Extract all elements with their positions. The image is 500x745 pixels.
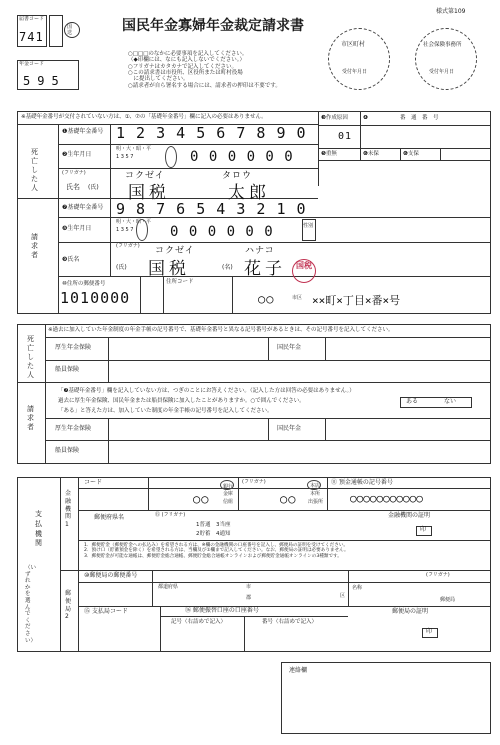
bank-cert-label: 金融機関の証明 xyxy=(388,512,431,519)
f5-label: ❺重無 xyxy=(321,151,337,157)
city-receipt-stamp xyxy=(328,28,390,90)
row3-kokumin: 国民年金 xyxy=(277,425,302,432)
payment-note-line: 3．郵便貯金が可能な通帳は、郵便貯金総合通帳、郵便貯金総合通帳オンラインおよび郵便貯金通帳オンラインの3種類です。 xyxy=(84,553,342,559)
note-line: ○この請求書は市役所、区役所または町村役場 xyxy=(128,69,243,76)
bank-type-kinko[interactable]: 金庫 xyxy=(223,491,234,497)
city-stamp-date: 受付年月日 xyxy=(342,69,368,75)
question-line3: 「ある」と答えた方は、加入していた制度の年金手帳の記号番号を記入してください。 xyxy=(58,408,273,414)
furigana-label-2: (フリガナ) xyxy=(116,243,140,249)
post-name: 名称 xyxy=(352,585,363,591)
row1-kosei: 厚生年金保険 xyxy=(55,344,92,351)
side-applicant: 請求者 xyxy=(31,233,38,260)
f2-era-code: 1 3 5 7 xyxy=(116,154,134,160)
account-value: ○○○○○○○○○○○ xyxy=(350,492,423,505)
nenkin-code-value: 595 xyxy=(23,74,66,88)
f7-label: ❼基礎年金番号 xyxy=(62,204,104,211)
city-suffix: 市区 xyxy=(292,295,303,301)
bank-code-value: ○○ xyxy=(193,492,210,506)
section1-instruction: ※基礎年金番号が交付されていない方は、①、⑦の「基礎年金番号」欄に記入の必要はありません。 xyxy=(21,114,267,120)
f1-label: ❶基礎年金番号 xyxy=(62,128,104,135)
account-kinds-1: 1普通 3当座 xyxy=(196,522,231,528)
f8-era: 明・大・昭・平 xyxy=(116,219,152,225)
post-furigana-label: (フリガナ) xyxy=(426,572,450,578)
question-line2: 過去に厚生年金保険、国民年金または船員保険に加入したことがありますか。○で囲んでください。 xyxy=(58,398,305,404)
postal-code-value: 1010000 xyxy=(60,289,131,307)
post-seal: 印 xyxy=(426,628,433,635)
applicant-first-name: 花子 xyxy=(244,259,286,279)
post-side-label: 郵便局2 xyxy=(65,590,72,621)
name-label: 氏名 xyxy=(66,183,80,191)
post-village: 郡 xyxy=(246,595,252,601)
question-line1: 「❼基礎年金番号」欄を記入していない方は、つぎのことにお答えください。（記入した方は回答の必要はありません。） xyxy=(58,388,355,394)
form-code-label: 届書コード xyxy=(19,16,45,22)
era-circle xyxy=(165,146,177,168)
post-prefecture: 都道府県 xyxy=(158,584,179,590)
city-stamp-label: 市区町村 xyxy=(341,41,366,48)
account-kinds-2: 2貯蓄 4通知 xyxy=(196,531,231,537)
f8-label: ❽生年月日 xyxy=(62,225,92,232)
bank-type-circle xyxy=(220,480,234,490)
post-ku: 区 xyxy=(340,593,346,599)
bank-furigana-value: ○○ xyxy=(280,492,297,506)
f3-value: 01 xyxy=(338,131,353,142)
furigana-label: (フリガナ) xyxy=(62,170,86,176)
nenkin-code-label: 年金コード xyxy=(19,61,45,67)
f2-value: 0 0 0 0 0 0 xyxy=(190,149,294,165)
row1-kokumin: 国民年金 xyxy=(277,344,302,351)
note-line: （◆印欄には、なにも記入しないでください。） xyxy=(128,57,245,64)
address-city: ○○ xyxy=(258,292,275,306)
f1-value: 1 2 3 4 5 6 7 8 9 0 xyxy=(116,124,307,142)
f4-value: 番 通 番 号 xyxy=(400,115,439,121)
row2-senin: 船員保険 xyxy=(55,366,80,373)
f15-furigana-label: ⑮ (フリガナ) xyxy=(155,512,186,518)
passbook-number-label: 番号（右詰めで記入） xyxy=(262,619,318,625)
applicant-seal: 国税 xyxy=(292,259,316,283)
deceased-furigana-first: タロウ xyxy=(222,171,253,181)
deceased-last-name: 国税 xyxy=(128,183,170,203)
branch-circle xyxy=(307,480,321,490)
section2-side-deceased: 死亡した人 xyxy=(27,335,34,380)
row3-kosei: 厚生年金保険 xyxy=(55,425,92,432)
row4-senin: 船員保険 xyxy=(55,447,80,454)
form-title: 国民年金寡婦年金裁定請求書 xyxy=(122,18,304,34)
note-line: ○フリガナはカタカナで記入してください。 xyxy=(128,63,238,70)
bank-furigana-label: (フリガナ) xyxy=(242,479,266,485)
bank-seal: 印 xyxy=(420,526,427,533)
applicant-furigana-first: ハナコ xyxy=(245,246,275,256)
f10-label: ⑩住所の郵便番号 xyxy=(62,281,106,287)
payment-note-line: 2．預け口（貯蓄預金を除く）を希望される方は、当欄及び①欄まで記入してください。なお、郵便局の証明は必要ありません。 xyxy=(84,548,349,554)
passbook-label: ⑯ 郵便振替口座の口座番号 xyxy=(185,607,259,614)
form-number: 様式第109 xyxy=(436,8,466,15)
section2-side-applicant: 請求者 xyxy=(27,405,34,432)
account-label: ⑪ 預金通帳の記号番号 xyxy=(331,479,393,486)
payment-side-note: （いずれかを選んでください） xyxy=(25,565,37,644)
f2-label: ❷生年月日 xyxy=(62,151,92,158)
note-line: に提出してください。 xyxy=(128,76,189,83)
post-city: 市 xyxy=(246,584,252,590)
payment-notes xyxy=(84,543,349,559)
bank-type-bank[interactable]: 銀行 xyxy=(223,484,234,490)
f4-label: ❹ xyxy=(363,115,368,121)
f9-label: ❾氏名 xyxy=(62,256,80,263)
branch-honsho[interactable]: 本所 xyxy=(310,491,321,497)
post-cert-label: 郵便局の証明 xyxy=(392,608,429,615)
f6b-label: ❻支保 xyxy=(403,151,419,157)
deceased-first-name: 太郎 xyxy=(228,183,270,203)
office-stamp-label: 社会保険事務所 xyxy=(423,42,462,48)
post-postal-label: ⑩郵便局の郵便番号 xyxy=(84,572,138,579)
branch-shutchojo[interactable]: 出張所 xyxy=(308,499,324,505)
applicant-last-name: 国税 xyxy=(148,259,190,279)
era-circle-applicant xyxy=(136,219,148,241)
shi-label-2: (氏) xyxy=(116,264,127,271)
f8-era-code: 1 3 5 7 xyxy=(116,227,134,233)
note-line: ○請求者が自ら署名する場合には、請求者の押印は不要です。 xyxy=(128,82,281,89)
f6-label: ❻未保 xyxy=(363,151,379,157)
applicant-furigana-last: コクゼイ xyxy=(155,246,195,256)
note-line: ○□□□のなかに必要事項を記入してください。 xyxy=(128,51,248,57)
form-notes xyxy=(128,51,281,89)
branch-honten[interactable]: 本店 xyxy=(310,483,321,489)
form-code-value: 741 xyxy=(19,30,44,44)
office-receipt-stamp xyxy=(415,28,477,90)
payment-side-title: 支払機関 xyxy=(35,510,42,548)
office-stamp-date: 受付年月日 xyxy=(429,69,455,75)
post-code-label: ⑮ 支払局コード xyxy=(84,608,128,615)
contact-box[interactable] xyxy=(281,662,491,734)
gender-label: 性別 xyxy=(303,223,314,229)
shi-label: (氏) xyxy=(88,184,99,191)
bank-side-label: 金融機関1 xyxy=(65,490,72,529)
section2-instruction: ※過去に加入していた年金制度の年金手帳の記号番号で、基礎年金番号と異なる記号番号があるときは、その記号番号を記入してください。 xyxy=(48,327,394,333)
post-office-suffix: 郵便局 xyxy=(440,597,456,603)
prefecture-label: 郵便府県名 xyxy=(94,514,125,521)
contact-label: 連絡欄 xyxy=(289,667,308,674)
deceased-furigana-last: コクゼイ xyxy=(125,171,165,181)
bank-type-shinkumi[interactable]: 信組 xyxy=(223,499,234,505)
f7-value: 9 8 7 6 5 4 3 2 1 0 xyxy=(116,200,307,218)
option-aru[interactable]: ある xyxy=(406,398,419,405)
f3-label: ❸作成原因 xyxy=(321,115,348,121)
address-code-label: 住所コード xyxy=(166,279,194,285)
kokusou-stamp-text: 国 送 xyxy=(67,24,73,36)
f2-era: 明・大・昭・平 xyxy=(116,146,152,152)
mei-label: (名) xyxy=(222,264,233,271)
payment-note-line: 1．郵便貯金（郵便貯金への払込み）を希望される方は、※欄の金融機関の口座番号を記入し、郵便局の証明を受けてください。 xyxy=(84,543,349,548)
stamp-box xyxy=(49,15,63,47)
f8-value: 0 0 0 0 0 0 xyxy=(170,224,274,240)
address-rest: ××町×丁目×番×号 xyxy=(312,294,401,307)
bank-code-label: コード xyxy=(84,479,103,486)
option-nai[interactable]: ない xyxy=(444,398,457,405)
side-deceased: 死亡した人 xyxy=(31,148,38,193)
passbook-symbol-label: 記号（右詰めで記入） xyxy=(171,619,227,625)
